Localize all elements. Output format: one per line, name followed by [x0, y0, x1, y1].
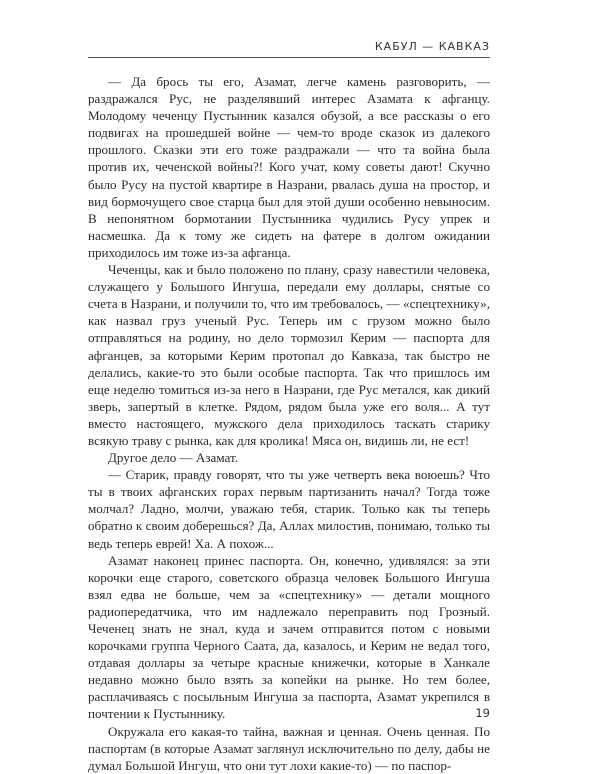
- paragraph: Окружала его какая-то тайна, важная и ценная. Очень ценная. По паспортам (в которые Азамат заглянул исключительно по делу, дабы не думал Большой Ингуш, что они тут лохи какие-то) — по паспор-: [88, 723, 490, 773]
- page-number: 19: [475, 706, 490, 720]
- body-text: [88, 73, 490, 774]
- paragraph: Другое дело — Азамат.: [108, 450, 239, 466]
- header-rule: [88, 57, 490, 58]
- running-header: КАБУЛ — КАВКАЗ: [374, 40, 490, 53]
- paragraph: Азамат наконец принес паспорта. Он, конечно, удивлялся: за эти корочки еще старого, советского образца человек Большого Ингуша взял едва не больше, чем за «спецтехнику» — детали мощного радиопередатчика, что им надлежало переправить под Грозный. Чеченец знать не знал, куда и зачем отправится потом с новыми корочками группа Черного Саата, да, казалось, и Керим не ведал того, отдавая доллары за четыре красные книжечки, которые в Ханкале недавно можно было взять за копейки на рынке. Но тем более, расплачиваясь с посыльным Ингуша за паспорта, Азамат укрепился в почтении к Пустыннику.: [88, 552, 490, 722]
- paragraph: — Да брось ты его, Азамат, легче камень разговорить, — раздражался Рус, не разделявший интерес Азамата к афганцу. Молодому чеченцу Пустынник казался обузой, а все рассказы о его подвигах на прошедшей войне — чем-то вроде сказок из далекого прошлого. Сказки эти его тоже раздражали — что та война была против их, чеченской войны?! Кого учат, кому советы дают! Скучно было Русу на пустой квартире в Назрани, рвалась душа на простор, и вид бормочущего свое старца был для этой души особенно невыносим. В непонятном бормотании Пустынника чудились Русу упрек и насмешка. Да к тому же сидеть на фатере в долгом ожидании приходилось им тоже из-за афганца.: [88, 74, 490, 260]
- paragraph: Чеченцы, как и было положено по плану, сразу навестили человека, служащего у Большого Ингуша, передали ему доллары, снятые со счета в Назрани, и получили то, что им требовалось, — «спецтехнику», как назвал груз ученый Рус. Теперь им с грузом можно было отправляться на родину, но дело тормозил Керим — паспорта для афганцев, за которыми Керим протопал до Кавказа, так быстро не делались, какие-то это были особые паспорта. Так что пришлось им еще неделю томиться из-за него в Назрани, где Рус метался, как дикий зверь, запертый в клетке. Рядом, рядом была уже его воля... А тут вместо настоящего, мужского дела приходилось таскать старику всякую траву с рынка, как для кролика! Мяса он, видишь ли, не ест!: [88, 262, 490, 448]
- paragraph: — Старик, правду говорят, что ты уже четверть века воюешь? Что ты в твоих афганских горах первым партизанить начал? Тогда тоже молчал? Ладно, молчи, уважаю тебя, старик. Только как ты теперь обратно к своим доберешься? Да, Аллах милостив, понимаю, только ты ведь теперь еврей! Ха. А похож...: [88, 467, 490, 551]
